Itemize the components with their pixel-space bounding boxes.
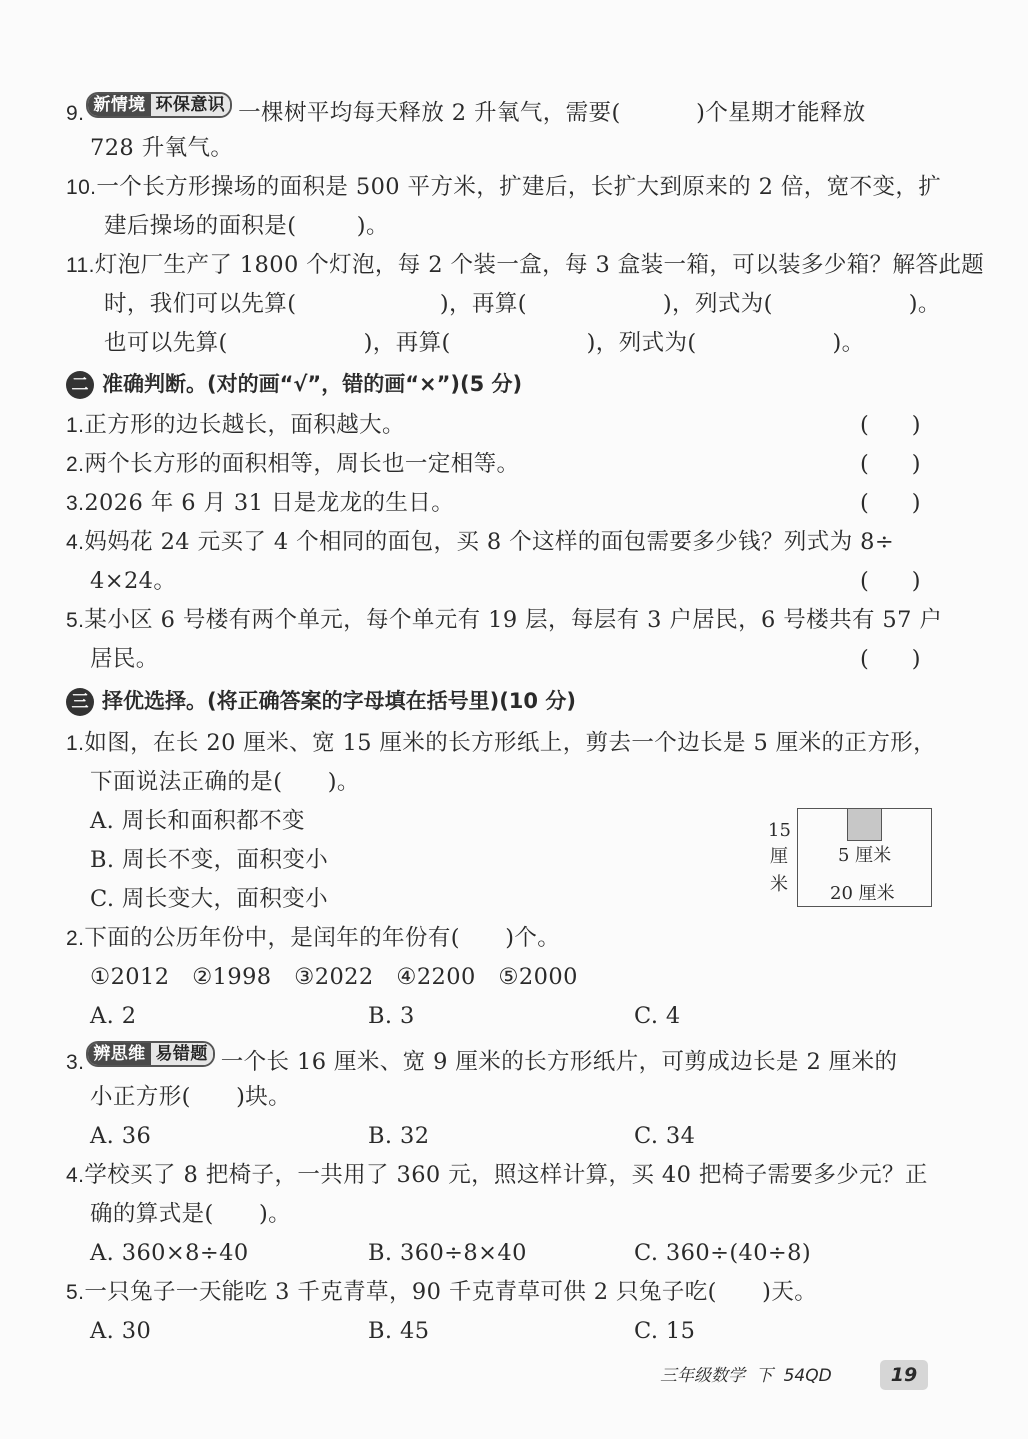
option-c[interactable]: C. 34 xyxy=(634,1123,696,1149)
question-number: 11. xyxy=(66,254,95,277)
question-text: 一只兔子一天能吃 3 千克青草，90 千克青草可供 2 只兔子吃( )天。 xyxy=(84,1279,818,1305)
item-text: 正方形的边长越长，面积越大。 xyxy=(84,412,405,438)
option-c[interactable]: C. 4 xyxy=(634,1003,681,1029)
question-9 xyxy=(66,92,866,129)
question-11 xyxy=(66,250,984,281)
option-a[interactable]: A. 36 xyxy=(90,1123,152,1149)
choice-question-4 xyxy=(66,1160,928,1191)
item-number: 1. xyxy=(66,414,85,437)
item-number: 5. xyxy=(66,609,85,632)
item-text: 两个长方形的面积相等，周长也一定相等。 xyxy=(84,451,520,477)
option-c[interactable]: C. 周长变大，面积变小 xyxy=(90,886,329,912)
option-b[interactable]: B. 360÷8×40 xyxy=(368,1240,527,1266)
tag-error-prone: 易错题 xyxy=(151,1043,213,1065)
item-text: 妈妈花 24 元买了 4 个相同的面包，买 8 个这样的面包需要多少钱？列式为 8÷ xyxy=(84,529,895,555)
figure-side-15: 15 xyxy=(768,820,791,841)
judge-item-4 xyxy=(66,527,894,558)
answer-blank[interactable]: ( ) xyxy=(860,490,921,516)
rectangle-figure xyxy=(797,808,932,907)
item-text: 2026 年 6 月 31 日是龙龙的生日。 xyxy=(84,490,455,516)
judge-item-3 xyxy=(66,488,454,519)
item-text: 某小区 6 号楼有两个单元，每个单元有 19 层，每层有 3 户居民，6 号楼共有 57 户 xyxy=(84,607,943,633)
question-text-cont: 确的算式是( )。 xyxy=(90,1201,292,1227)
option-a[interactable]: A. 周长和面积都不变 xyxy=(90,808,305,834)
tag-label xyxy=(86,1041,214,1067)
tag-eco-awareness: 环保意识 xyxy=(151,94,231,116)
question-text-cont: 小正方形( )块。 xyxy=(90,1084,292,1110)
item-text-cont: 4×24。 xyxy=(90,568,177,594)
judge-item-1 xyxy=(66,410,405,441)
section-number-badge: 二 xyxy=(66,371,94,399)
figure-side-mi: 米 xyxy=(770,874,788,895)
cut-square xyxy=(847,809,882,841)
question-number: 3. xyxy=(66,1051,85,1074)
section-heading-choice xyxy=(66,686,576,716)
answer-blank[interactable]: ( ) xyxy=(860,646,921,672)
question-number: 1. xyxy=(66,732,85,755)
question-text: 一个长 16 厘米、宽 9 厘米的长方形纸片，可剪成边长是 2 厘米的 xyxy=(220,1049,898,1075)
item-number: 2. xyxy=(66,453,85,476)
footer-book-title: 三年级数学 下 54QD xyxy=(660,1366,832,1386)
figure-side-li: 厘 xyxy=(770,846,788,867)
answer-blank[interactable]: ( ) xyxy=(860,568,921,594)
question-text: 一棵树平均每天释放 2 升氧气，需要( )个星期才能释放 xyxy=(238,100,866,126)
answer-blank[interactable]: ( ) xyxy=(860,412,921,438)
figure-label-20cm: 20 厘米 xyxy=(830,883,895,904)
question-number: 9. xyxy=(66,102,85,125)
tag-label xyxy=(86,92,232,118)
question-text-cont: 建后操场的面积是( )。 xyxy=(104,213,389,239)
item-text-cont: 居民。 xyxy=(90,646,159,672)
choice-question-1 xyxy=(66,728,936,759)
question-text: 如图，在长 20 厘米、宽 15 厘米的长方形纸上，剪去一个边长是 5 厘米的正方形， xyxy=(84,730,937,756)
choice-question-2 xyxy=(66,923,560,954)
question-text: 一个长方形操场的面积是 500 平方米，扩建后，长扩大到原来的 2 倍，宽不变，扩 xyxy=(96,174,942,200)
question-number: 10. xyxy=(66,176,97,199)
judge-item-2 xyxy=(66,449,519,480)
option-c[interactable]: C. 360÷(40÷8) xyxy=(634,1240,812,1266)
question-text-cont: 时，我们可以先算( )，再算( )，列式为( )。 xyxy=(104,291,941,317)
question-text-cont: 728 升氧气。 xyxy=(90,135,234,161)
option-a[interactable]: A. 360×8÷40 xyxy=(90,1240,249,1266)
option-c[interactable]: C. 15 xyxy=(634,1318,696,1344)
question-number: 2. xyxy=(66,927,85,950)
option-a[interactable]: A. 30 xyxy=(90,1318,152,1344)
section-title: 择优选择。(将正确答案的字母填在括号里)(10 分) xyxy=(102,689,576,713)
option-b[interactable]: B. 32 xyxy=(368,1123,430,1149)
judge-item-5 xyxy=(66,605,942,636)
section-number-badge: 三 xyxy=(66,688,94,716)
item-number: 4. xyxy=(66,531,85,554)
option-b[interactable]: B. 周长不变，面积变小 xyxy=(90,847,329,873)
question-number: 5. xyxy=(66,1281,85,1304)
tag-thinking: 辨思维 xyxy=(88,1043,150,1065)
item-number: 3. xyxy=(66,492,85,515)
question-text: 下面的公历年份中，是闰年的年份有( )个。 xyxy=(84,925,561,951)
choice-question-5 xyxy=(66,1277,817,1308)
year-list: ①2012 ②1998 ③2022 ④2200 ⑤2000 xyxy=(90,964,578,990)
question-text-cont: 下面说法正确的是( )。 xyxy=(90,769,360,795)
option-b[interactable]: B. 45 xyxy=(368,1318,430,1344)
figure-label-5cm: 5 厘米 xyxy=(838,845,892,866)
section-heading-judge xyxy=(66,369,522,399)
question-number: 4. xyxy=(66,1164,85,1187)
option-a[interactable]: A. 2 xyxy=(90,1003,137,1029)
tag-new-context: 新情境 xyxy=(88,94,150,116)
question-10 xyxy=(66,172,941,203)
option-b[interactable]: B. 3 xyxy=(368,1003,415,1029)
choice-question-3 xyxy=(66,1041,897,1078)
question-text: 学校买了 8 把椅子，一共用了 360 元，照这样计算，买 40 把椅子需要多少元？正 xyxy=(84,1162,928,1188)
question-text-cont: 也可以先算( )，再算( )，列式为( )。 xyxy=(104,330,865,356)
question-text: 灯泡厂生产了 1800 个灯泡，每 2 个装一盒，每 3 盒装一箱，可以装多少箱？解答此题 xyxy=(94,252,985,278)
answer-blank[interactable]: ( ) xyxy=(860,451,921,477)
page-number: 19 xyxy=(880,1360,928,1390)
section-title: 准确判断。(对的画“√”，错的画“×”)(5 分) xyxy=(102,372,523,396)
